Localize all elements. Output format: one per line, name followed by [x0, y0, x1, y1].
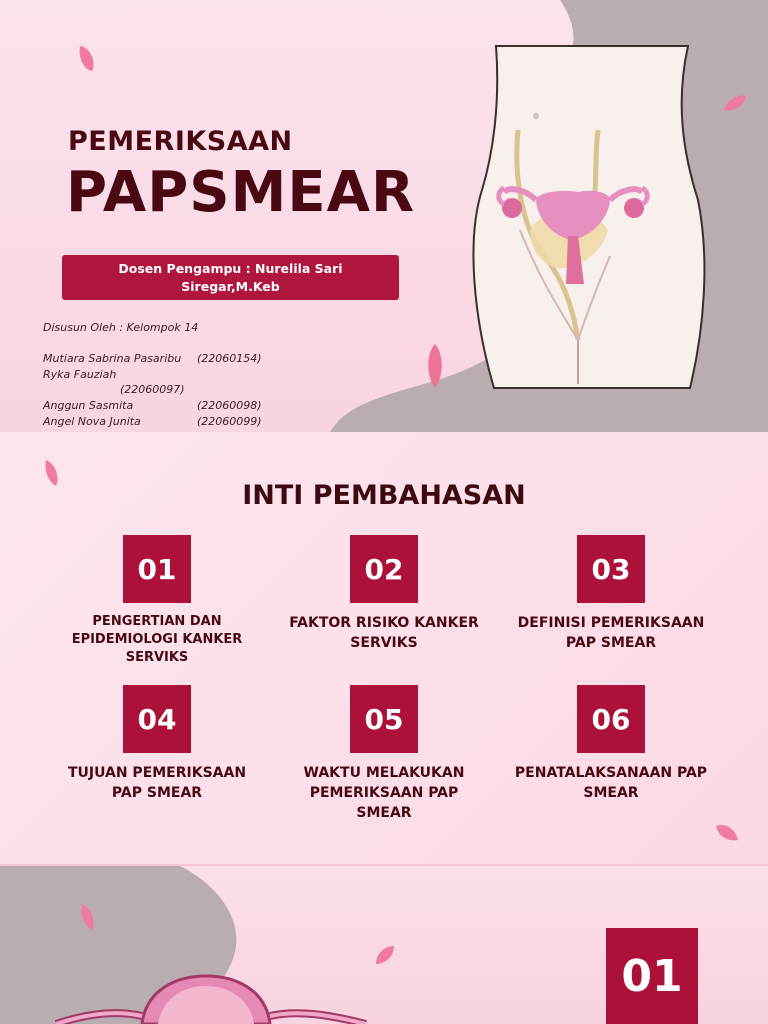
petal-icon [424, 342, 446, 390]
member-name: Mutiara Sabrina Pasaribu [43, 352, 182, 365]
topic-number-box: 06 [577, 685, 645, 753]
petal-icon [76, 44, 98, 74]
petal-icon [714, 820, 740, 844]
petal-icon [372, 944, 396, 968]
petal-icon [722, 92, 748, 114]
topic-label: PENATALAKSANAAN PAP SMEAR [514, 765, 708, 801]
topic-number-box: 03 [577, 535, 645, 603]
topic-number-box: 05 [350, 685, 418, 753]
section-number-box: 01 [606, 928, 698, 1024]
title-slide [0, 0, 768, 432]
member-name: Anggun Sasmita [43, 399, 134, 412]
lecturer-text: Dosen Pengampu : Nurelila Sari Siregar,M.Keb [118, 260, 343, 294]
member-nim: (22060098) [197, 399, 262, 412]
member-nim: (22060097) [120, 383, 185, 396]
uterus-illustration [46, 970, 376, 1024]
uterus-illustration [460, 40, 720, 395]
topic-label: WAKTU MELAKUKAN PEMERIKSAAN PAP SMEAR [303, 765, 465, 821]
member-nim: (22060154) [197, 352, 262, 365]
member-name: Angel Nova Junita [43, 415, 141, 428]
topic-number-box: 01 [123, 535, 191, 603]
lecturer-banner [62, 255, 399, 300]
petal-icon [78, 902, 98, 932]
topic-label: FAKTOR RISIKO KANKER SERVIKS [289, 615, 479, 651]
topic-label: DEFINISI PEMERIKSAAN PAP SMEAR [517, 615, 705, 651]
title-line-1: PEMERIKSAAN [68, 126, 293, 157]
topic-label: PENGERTIAN DAN EPIDEMIOLOGI KANKER SERVIKS [71, 614, 243, 665]
title-line-2: PAPSMEAR [66, 160, 416, 225]
member-nim: (22060099) [197, 415, 262, 428]
topic-label: TUJUAN PEMERIKSAAN PAP SMEAR [67, 765, 247, 801]
section-title: INTI PEMBAHASAN [242, 480, 526, 511]
group-label: Disusun Oleh : Kelompok 14 [43, 321, 199, 334]
topic-number-box: 04 [123, 685, 191, 753]
member-name: Ryka Fauziah [43, 368, 117, 381]
topic-number-box: 02 [350, 535, 418, 603]
section-01-slide [0, 866, 768, 1024]
topics-slide [0, 432, 768, 864]
